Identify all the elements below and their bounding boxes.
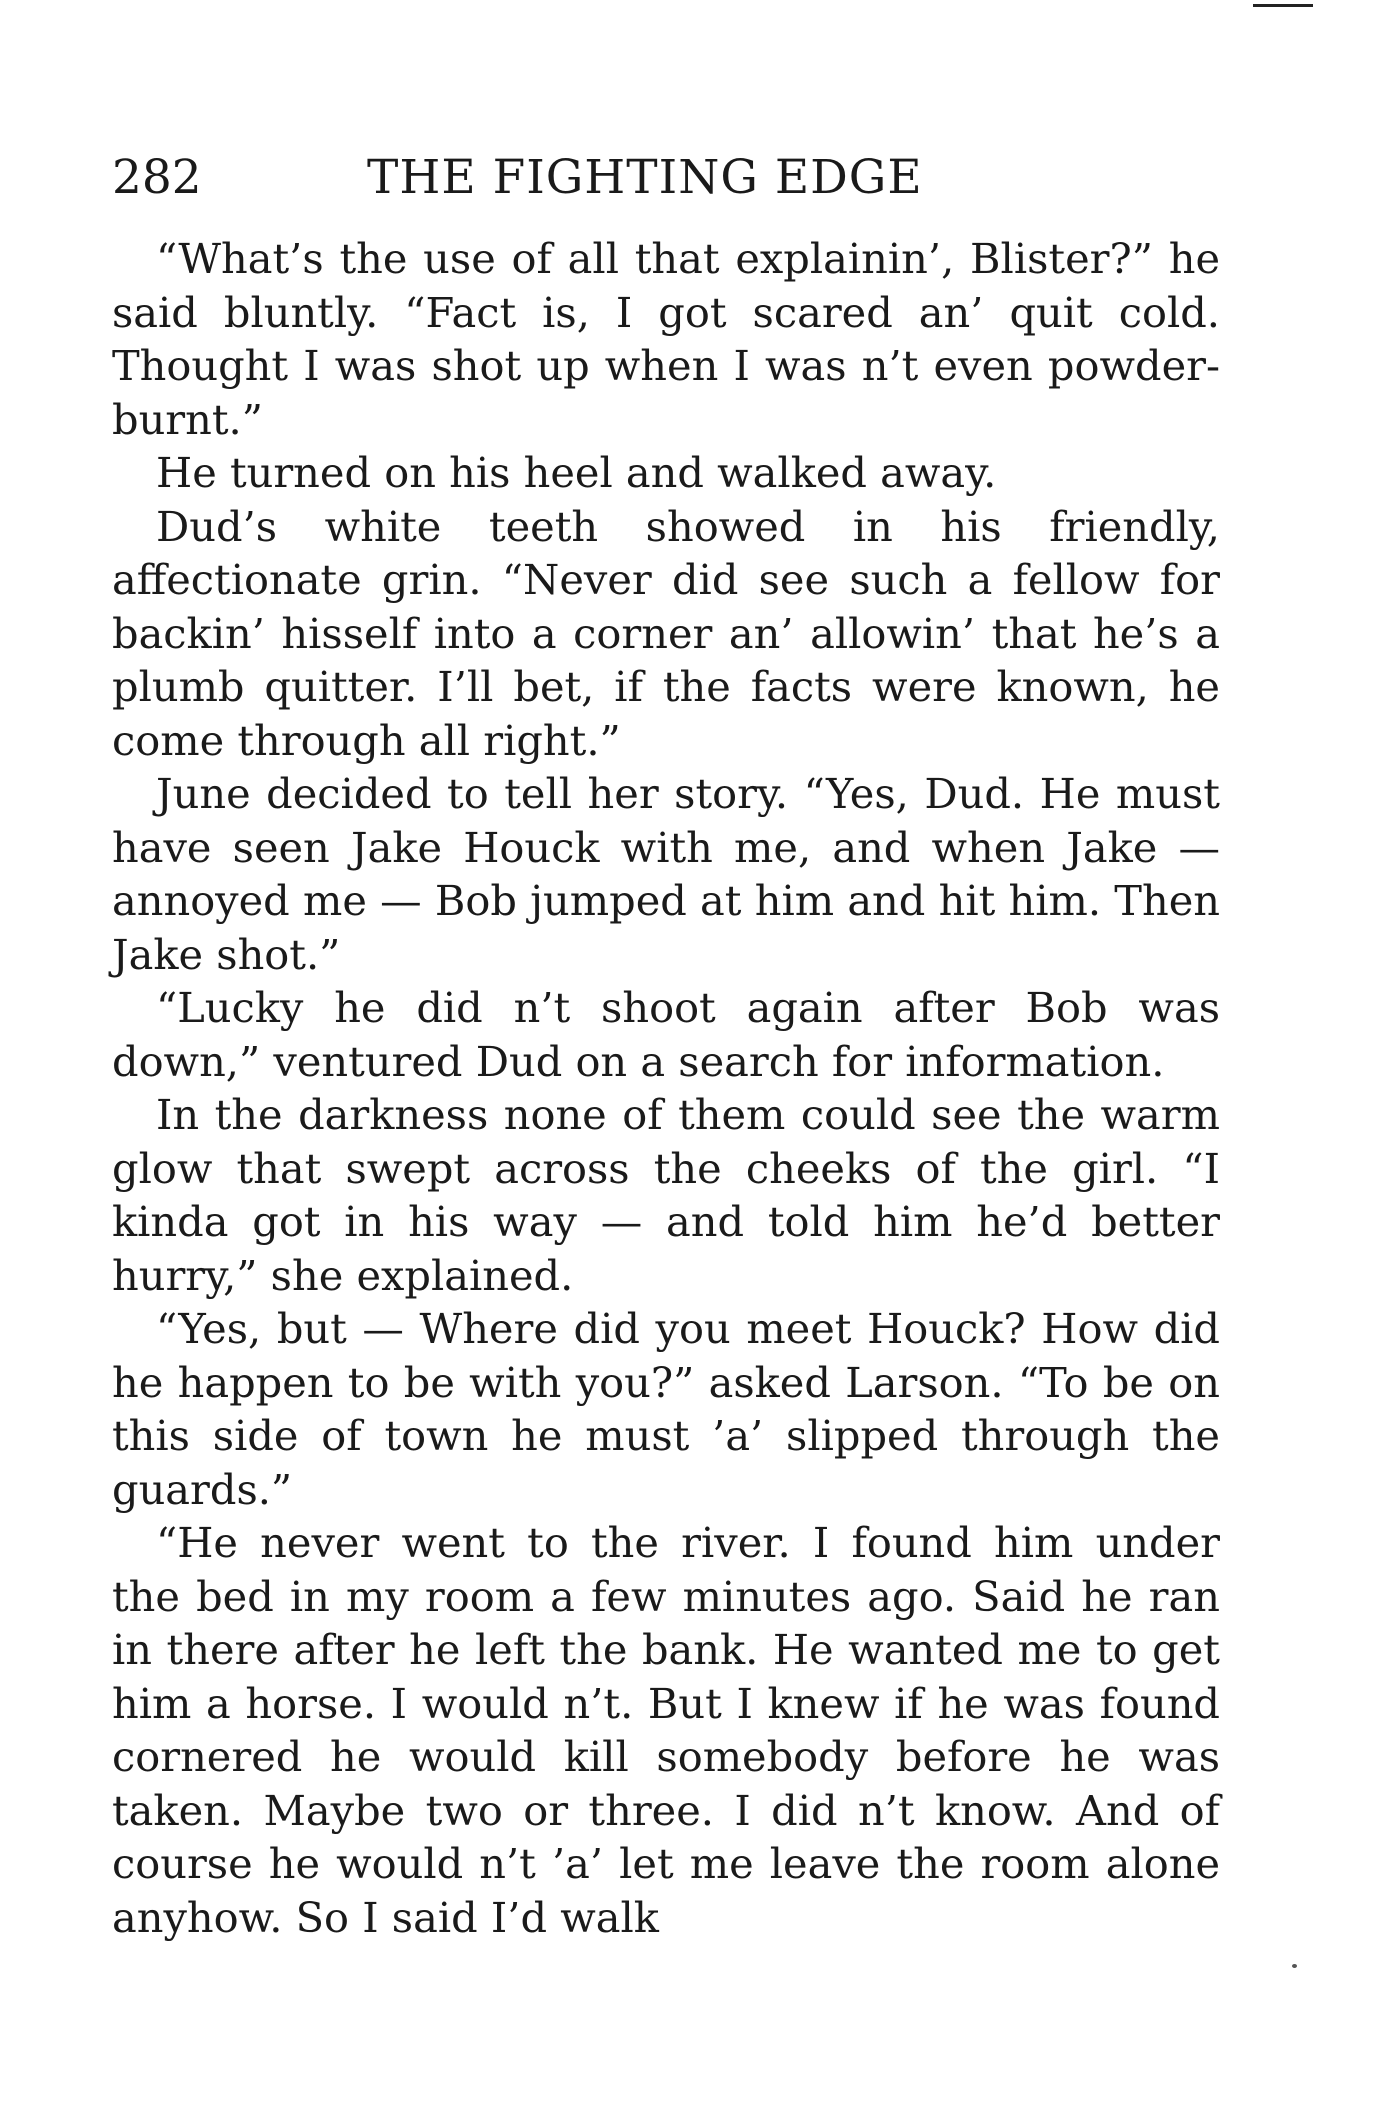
paragraph: “Yes, but — Where did you meet Houck? How did he happen to be with you?” asked Larson. “To be on this side of town he must ’a’ slipped through the guards.” [112,1304,1220,1514]
paragraph: In the darkness none of them could see the warm glow that swept across the cheeks of the girl. “I kinda got in his way — and told him he’d better hurry,” she explained. [112,1090,1220,1300]
paragraph: “He never went to the river. I found him under the bed in my room a few minutes ago. Said he ran in there after he left the bank. He wanted me to get him a horse. I would n’t. But I knew if he was found cornered he would kill somebody before he was taken. Maybe two or three. I did n’t know. And of course he would n’t ’a’ let me leave the room alone anyhow. So I said I’d walk [112,1518,1220,1942]
running-title: THE FIGHTING EDGE [367,150,923,205]
paragraph: “What’s the use of all that explainin’, Blister?” he said bluntly. “Fact is, I got scared an’ quit cold. Thought I was shot up when I was n’t even powder-burnt.” [112,234,1220,444]
page-header [112,148,1222,208]
paragraph: “Lucky he did n’t shoot again after Bob was down,” ventured Dud on a search for information. [112,983,1220,1086]
paragraph: Dud’s white teeth showed in his friendly, affectionate grin. “Never did see such a fellow for backin’ hisself into a corner an’ allowin’ that he’s a plumb quitter. I’ll bet, if the facts were known, he come through all right.” [112,501,1220,765]
paragraph: He turned on his heel and walked away. [156,448,997,497]
body-text [112,232,1220,1944]
top-edge-rule [1253,4,1313,7]
paragraph: June decided to tell her story. “Yes, Dud. He must have seen Jake Houck with me, and when Jake — annoyed me — Bob jumped at him and hit him. Then Jake shot.” [112,769,1220,979]
scan-speck [1292,1964,1297,1968]
page-number: 282 [112,150,202,205]
